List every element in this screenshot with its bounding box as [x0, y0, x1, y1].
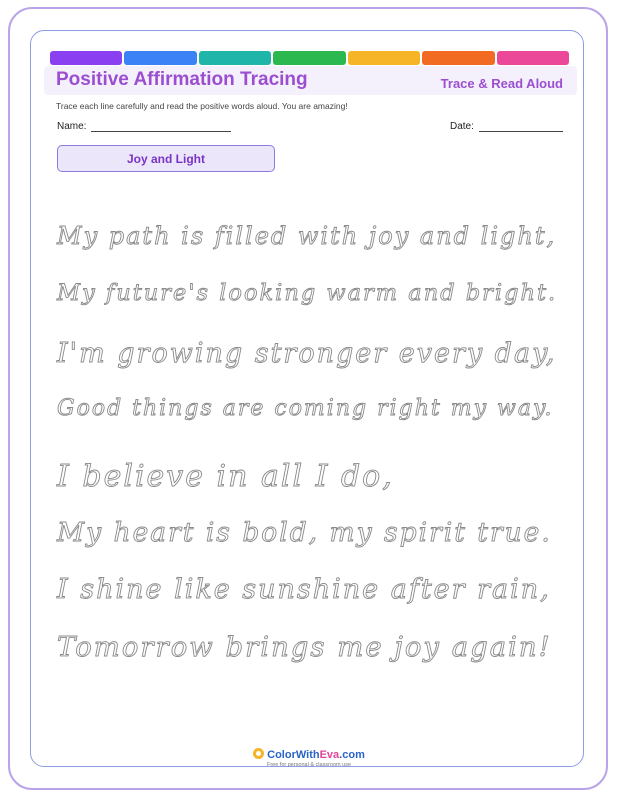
stripe-segment — [422, 51, 494, 65]
brand-accent: Eva — [319, 749, 340, 761]
stripe-segment — [124, 51, 196, 65]
theme-label: Joy and Light — [57, 145, 275, 172]
name-field[interactable] — [57, 121, 231, 132]
date-label: Date: — [450, 121, 474, 132]
stripe-segment — [348, 51, 420, 65]
page-title: Positive Affirmation Tracing — [56, 69, 308, 90]
stripe-segment — [273, 51, 345, 65]
instructions-text: Trace each line carefully and read the positive words aloud. You are amazing! — [56, 101, 348, 111]
stripe-segment — [497, 51, 569, 65]
tracing-line: My path is filled with joy and light, — [57, 222, 557, 250]
usage-note: Free for personal & classroom use — [266, 762, 352, 768]
name-label: Name: — [57, 121, 87, 132]
activity-tag: Trace & Read Aloud — [440, 76, 563, 91]
brand-main: ColorWith — [267, 749, 320, 761]
brand-logo[interactable] — [0, 748, 618, 761]
name-line[interactable] — [91, 121, 231, 132]
tracing-line: I'm growing stronger every day, — [57, 338, 557, 369]
sun-logo-icon — [253, 748, 264, 759]
rainbow-stripe — [50, 51, 569, 65]
date-field[interactable] — [450, 121, 563, 132]
tracing-line: Tomorrow brings me joy again! — [57, 631, 552, 663]
tracing-line: My heart is bold, my spirit true. — [57, 517, 552, 548]
brand-suffix: .com — [339, 749, 365, 761]
stripe-segment — [199, 51, 271, 65]
stripe-segment — [50, 51, 122, 65]
footer — [0, 748, 618, 768]
tracing-line: I believe in all I do, — [57, 459, 394, 494]
tracing-line: My future's looking warm and bright. — [57, 280, 558, 306]
tracing-line: Good things are coming right my way. — [57, 396, 554, 421]
tracing-line: I shine like sunshine after rain, — [57, 574, 551, 605]
date-line[interactable] — [479, 121, 563, 132]
